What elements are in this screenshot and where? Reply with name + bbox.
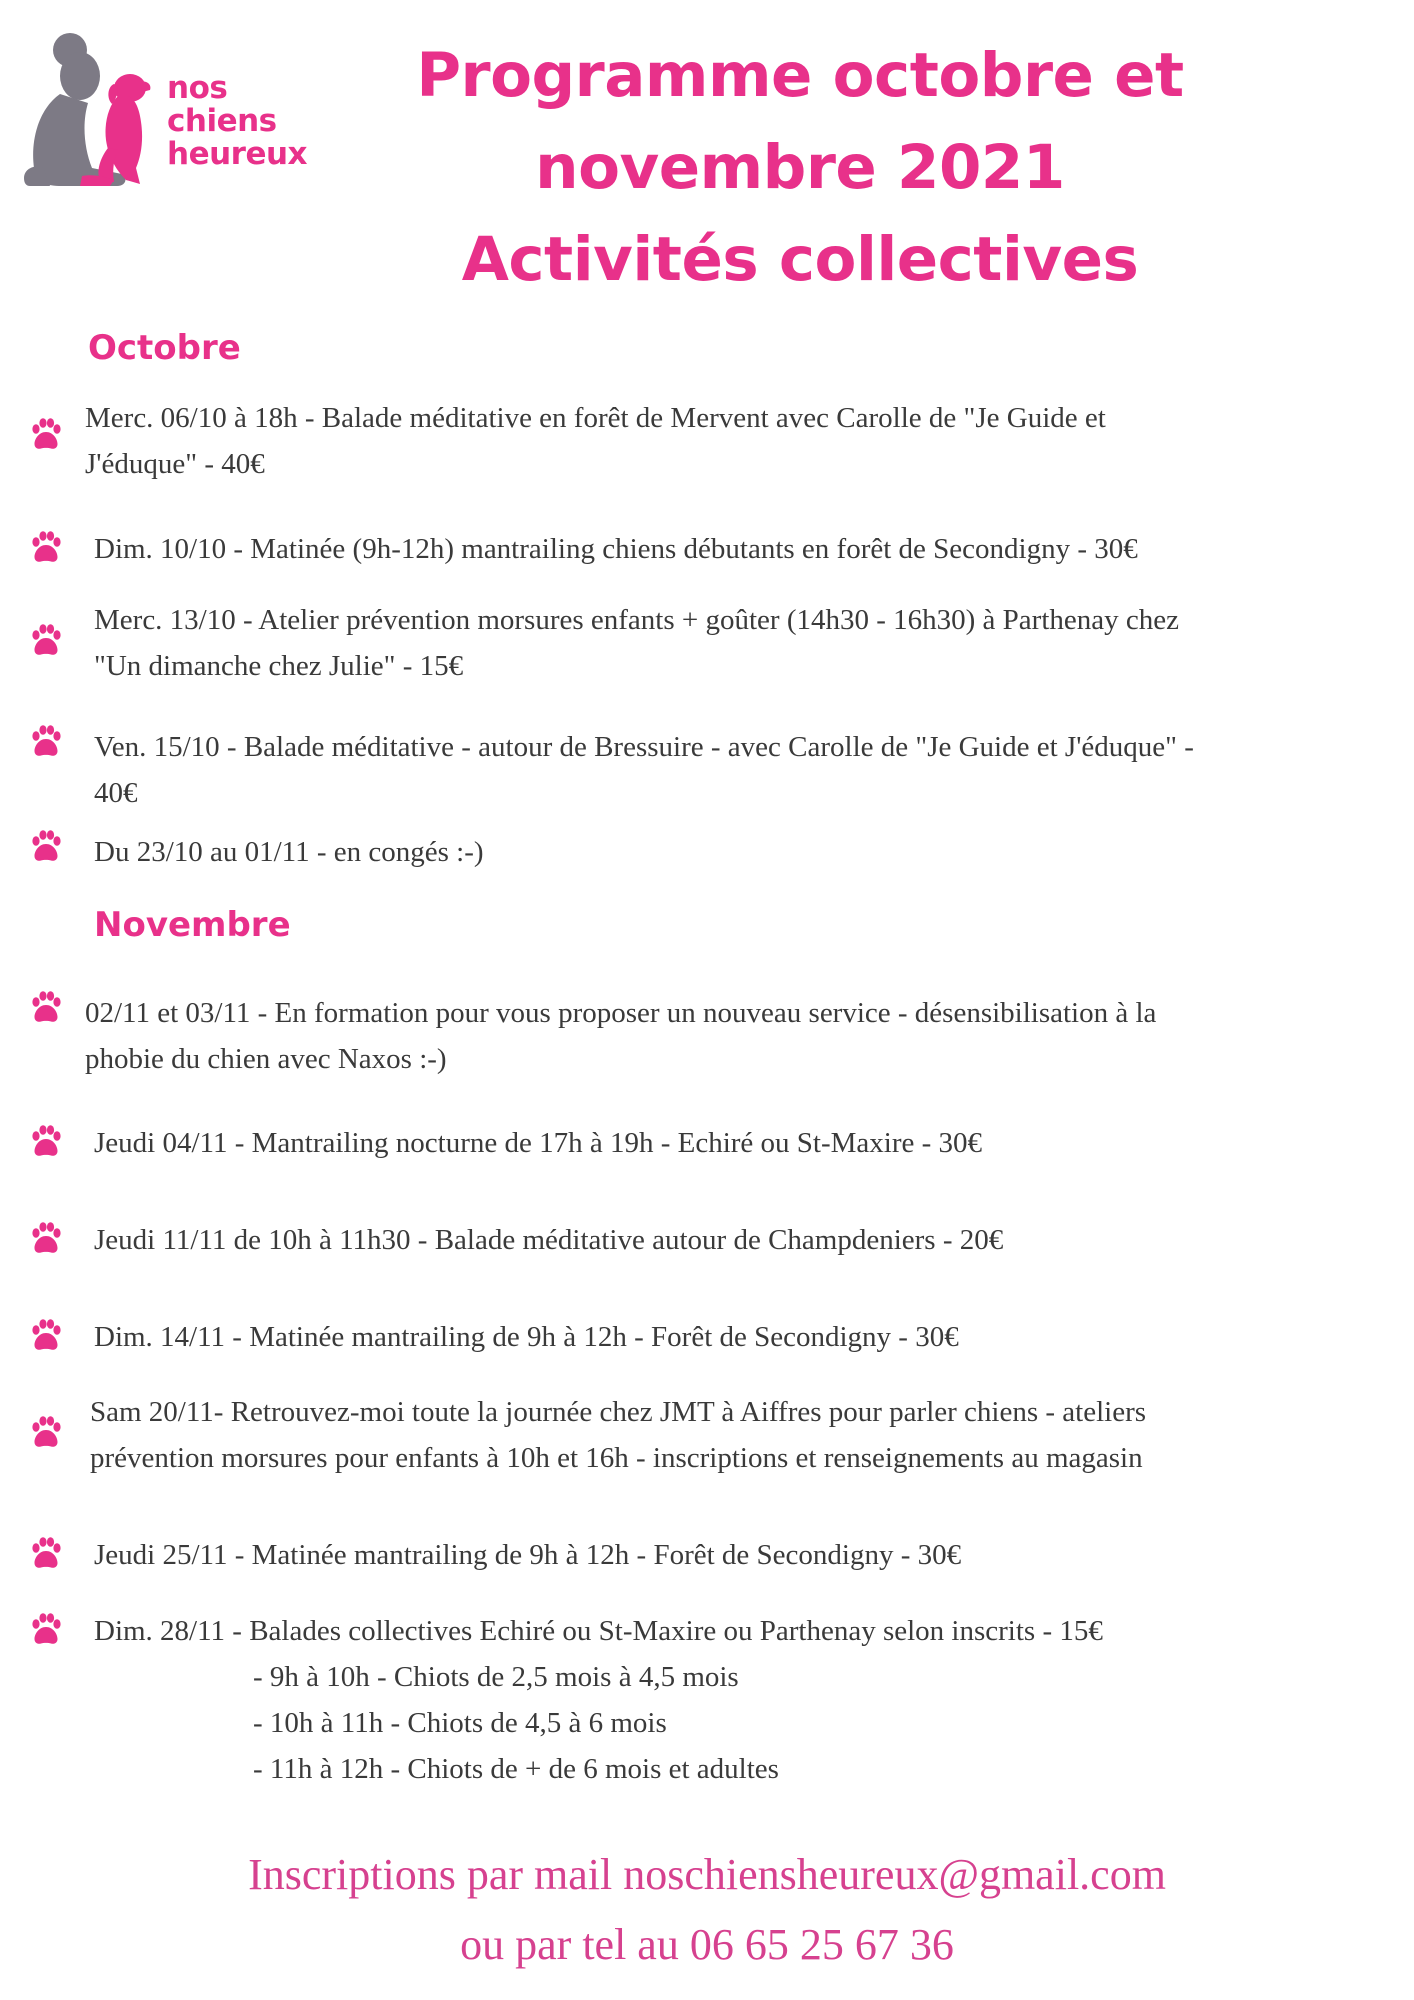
paw-icon [28,623,64,659]
title-line-3: Activités collectives [461,224,1139,295]
title-line-2: novembre 2021 [535,132,1065,203]
item-line-1: Dim. 10/10 - Matinée (9h-12h) mantrailing chiens débutants en forêt de Secondigny - 30€ [94,533,1138,565]
paw-icon [28,1415,64,1451]
sub-item: - 10h à 11h - Chiots de 4,5 à 6 mois [253,1707,667,1739]
schedule-sublist [253,1654,779,1792]
paw-icon [28,417,64,453]
brand-logo [22,28,322,193]
page-title [360,30,1240,306]
item-line-1: Dim. 14/11 - Matinée mantrailing de 9h à 12h - Forêt de Secondigny - 30€ [94,1321,959,1353]
item-line-1: Ven. 15/10 - Balade méditative - autour de Bressuire - avec Carolle de "Je Guide et J'éduque" - [94,731,1194,763]
contact-email-line: Inscriptions par mail noschiensheureux@gmail.com [248,1850,1166,1899]
item-line-1: Du 23/10 au 01/11 - en congés :-) [94,836,484,868]
logo-line-3: heureux [167,136,308,172]
item-line-1: Sam 20/11- Retrouvez-moi toute la journée chez JMT à Aiffres pour parler chiens - ateliers [90,1396,1147,1428]
paw-icon [28,1536,64,1572]
item-line-2: J'éduque" - 40€ [85,448,265,480]
contact-phone-line: ou par tel au 06 65 25 67 36 [460,1920,954,1969]
item-line-1: Dim. 28/11 - Balades collectives Echiré ou St-Maxire ou Parthenay selon inscrits - 15€ [94,1615,1103,1647]
item-line-2: 40€ [94,777,138,809]
paw-icon [28,1124,64,1160]
october-heading: Octobre [88,328,241,368]
november-heading: Novembre [94,905,291,945]
item-line-1: 02/11 et 03/11 - En formation pour vous proposer un nouveau service - désensibilisation à la [85,997,1157,1029]
item-line-1: Merc. 06/10 à 18h - Balade méditative en forêt de Mervent avec Carolle de "Je Guide et [85,402,1106,434]
item-line-1: Jeudi 04/11 - Mantrailing nocturne de 17h à 19h - Echiré ou St-Maxire - 30€ [94,1127,983,1159]
paw-icon [28,1612,64,1648]
logo-wordmark [167,72,307,171]
sub-item: - 11h à 12h - Chiots de + de 6 mois et adultes [253,1753,779,1785]
paw-icon [28,1318,64,1354]
item-line-1: Jeudi 11/11 de 10h à 11h30 - Balade méditative autour de Champdeniers - 20€ [94,1224,1004,1256]
contact-footer [0,1840,1414,1980]
paw-icon [28,1221,64,1257]
item-line-1: Jeudi 25/11 - Matinée mantrailing de 9h à 12h - Forêt de Secondigny - 30€ [94,1539,962,1571]
item-line-2: prévention morsures pour enfants à 10h et 16h - inscriptions et renseignements au magasin [90,1442,1143,1474]
title-line-1: Programme octobre et [416,40,1184,111]
item-line-2: phobie du chien avec Naxos :-) [85,1043,447,1075]
paw-icon [28,724,64,760]
logo-line-1: nos [167,70,228,106]
item-line-1: Merc. 13/10 - Atelier prévention morsures enfants + goûter (14h30 - 16h30) à Parthenay chez [94,604,1179,636]
paw-icon [28,829,64,865]
sub-item: - 9h à 10h - Chiots de 2,5 mois à 4,5 mois [253,1661,739,1693]
item-line-2: "Un dimanche chez Julie" - 15€ [94,650,464,682]
paw-icon [28,990,64,1026]
paw-icon [28,530,64,566]
logo-line-2: chiens [167,103,277,139]
woman-and-dog-icon [22,28,167,193]
